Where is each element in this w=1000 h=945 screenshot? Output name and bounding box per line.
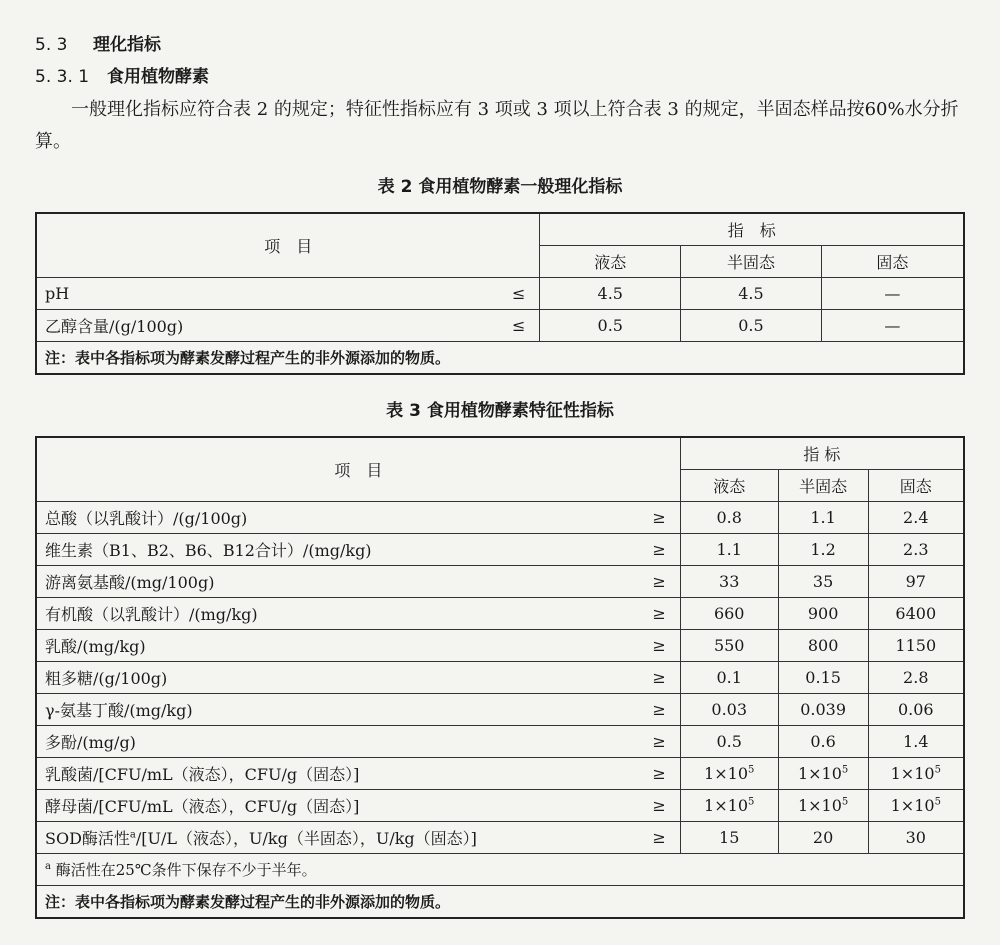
- row-item: 有机酸（以乳酸计）/(mg/kg): [36, 598, 634, 630]
- table-row: [36, 502, 964, 534]
- cell-value: [680, 758, 778, 790]
- row-item: 总酸（以乳酸计）/(g/100g): [36, 502, 634, 534]
- cell-value-exponent: 5: [934, 764, 941, 776]
- row-operator: ≥: [634, 694, 680, 726]
- cell-value: 0.06: [868, 694, 964, 726]
- table-row: [36, 726, 964, 758]
- footnote-mark: a: [129, 829, 136, 841]
- row-item-unit: /[U/L（液态），U/kg（半固态），U/kg（固态）]: [135, 829, 477, 848]
- footnote-text: 酶活性在25℃条件下保存不少于半年。: [55, 861, 317, 879]
- cell-value: 15: [680, 822, 778, 854]
- row-item: 维生素（B1、B2、B6、B12合计）/(mg/kg): [36, 534, 634, 566]
- cell-value: 2.3: [868, 534, 964, 566]
- row-operator: ≥: [634, 758, 680, 790]
- cell-value-base: 1×10: [797, 764, 842, 783]
- cell-value-base: 1×10: [704, 796, 748, 815]
- table3-col-header: 固态: [868, 470, 964, 502]
- row-operator: ≥: [634, 630, 680, 662]
- table-row: [36, 278, 964, 310]
- cell-value: 1.1: [680, 534, 778, 566]
- row-item: pH: [36, 278, 490, 310]
- table3-header-item: 项 目: [36, 437, 680, 502]
- table-row: [36, 598, 964, 630]
- cell-value: 0.5: [540, 310, 681, 342]
- table-row: [36, 694, 964, 726]
- footnote-mark: a: [45, 861, 51, 872]
- row-item: 酵母菌/[CFU/mL（液态），CFU/g（固态）]: [36, 790, 634, 822]
- cell-value: 97: [868, 566, 964, 598]
- row-item: 乳酸/(mg/kg): [36, 630, 634, 662]
- cell-value-base: 1×10: [890, 764, 935, 783]
- row-operator: ≥: [634, 662, 680, 694]
- cell-value-exponent: 5: [841, 796, 849, 808]
- cell-value-exponent: 5: [748, 796, 755, 808]
- row-item: 游离氨基酸/(mg/100g): [36, 566, 634, 598]
- row-operator: ≥: [634, 790, 680, 822]
- table3-footnote: [36, 854, 964, 886]
- cell-value: 900: [778, 598, 868, 630]
- row-operator: ≥: [634, 822, 680, 854]
- table-row: [36, 822, 964, 854]
- table2-col-header: 半固态: [681, 246, 822, 278]
- cell-value: 30: [868, 822, 964, 854]
- cell-value-base: 1×10: [890, 796, 935, 815]
- row-operator: ≥: [634, 598, 680, 630]
- cell-value: [868, 790, 964, 822]
- cell-value-exponent: 5: [748, 764, 755, 776]
- row-item: 粗多糖/(g/100g): [36, 662, 634, 694]
- table2-col-header: 液态: [540, 246, 681, 278]
- table3-col-header: 液态: [680, 470, 778, 502]
- cell-value: 4.5: [540, 278, 681, 310]
- subsection-heading: [35, 62, 209, 87]
- table3-caption: 表 3 食用植物酵素特征性指标: [386, 401, 614, 421]
- table2-header-index: 指 标: [540, 213, 964, 246]
- cell-value: 6400: [868, 598, 964, 630]
- cell-value: 33: [680, 566, 778, 598]
- cell-value: 800: [778, 630, 868, 662]
- row-operator: ≤: [490, 310, 540, 342]
- cell-value: 0.5: [681, 310, 822, 342]
- subsection-title: 食用植物酵素: [107, 67, 209, 87]
- row-operator: ≤: [490, 278, 540, 310]
- table2-caption: 表 2 食用植物酵素一般理化指标: [377, 177, 623, 197]
- subsection-number: 5. 3. 1: [35, 67, 90, 87]
- cell-value: 1150: [868, 630, 964, 662]
- section-number: 5. 3: [35, 35, 68, 55]
- row-operator: ≥: [634, 726, 680, 758]
- cell-value: 0.1: [680, 662, 778, 694]
- table-row: [36, 790, 964, 822]
- table2-col-header: 固态: [821, 246, 964, 278]
- table3: [35, 436, 965, 919]
- cell-value: 2.8: [868, 662, 964, 694]
- table-row: [36, 534, 964, 566]
- row-item: γ-氨基丁酸/(mg/kg): [36, 694, 634, 726]
- row-item: [36, 822, 634, 854]
- cell-value: [680, 790, 778, 822]
- row-operator: ≥: [634, 502, 680, 534]
- cell-value: [778, 758, 868, 790]
- table3-col-header: 半固态: [778, 470, 868, 502]
- cell-value: 1.4: [868, 726, 964, 758]
- section-heading: [35, 30, 161, 55]
- row-operator: ≥: [634, 566, 680, 598]
- cell-value: 660: [680, 598, 778, 630]
- table-row: [36, 662, 964, 694]
- cell-value-base: 1×10: [704, 764, 748, 783]
- cell-value: 0.03: [680, 694, 778, 726]
- cell-value-base: 1×10: [797, 796, 842, 815]
- row-item: 乳酸菌/[CFU/mL（液态），CFU/g（固态）]: [36, 758, 634, 790]
- cell-value: 4.5: [681, 278, 822, 310]
- row-operator: ≥: [634, 534, 680, 566]
- cell-value-exponent: 5: [841, 764, 849, 776]
- section-title: 理化指标: [93, 35, 161, 55]
- cell-value: 0.6: [778, 726, 868, 758]
- cell-value: 550: [680, 630, 778, 662]
- table-row: [36, 310, 964, 342]
- table-row: [36, 566, 964, 598]
- table2: [35, 212, 965, 375]
- table3-header-index: 指 标: [680, 437, 964, 470]
- cell-value: —: [821, 310, 964, 342]
- intro-paragraph: 一般理化指标应符合表 2 的规定；特征性指标应有 3 项或 3 项以上符合表 3 的规定，半固态样品按60%水分折算。: [35, 99, 959, 152]
- cell-value: 0.039: [778, 694, 868, 726]
- cell-value: 0.8: [680, 502, 778, 534]
- cell-value: —: [821, 278, 964, 310]
- cell-value: 1.1: [778, 502, 868, 534]
- cell-value-exponent: 5: [934, 796, 941, 808]
- table2-note: 注：表中各指标项为酵素发酵过程产生的非外源添加的物质。: [36, 342, 964, 375]
- table-row: [36, 758, 964, 790]
- table3-note: 注：表中各指标项为酵素发酵过程产生的非外源添加的物质。: [36, 886, 964, 919]
- row-item: 乙醇含量/(g/100g): [36, 310, 490, 342]
- cell-value: 20: [778, 822, 868, 854]
- row-item: 多酚/(mg/g): [36, 726, 634, 758]
- cell-value: 2.4: [868, 502, 964, 534]
- cell-value: 1.2: [778, 534, 868, 566]
- table-row: [36, 630, 964, 662]
- cell-value: 0.15: [778, 662, 868, 694]
- cell-value: 0.5: [680, 726, 778, 758]
- table2-header-item: 项 目: [36, 213, 540, 278]
- row-item-name: SOD酶活性: [45, 829, 130, 848]
- cell-value: 35: [778, 566, 868, 598]
- cell-value: [778, 790, 868, 822]
- cell-value: [868, 758, 964, 790]
